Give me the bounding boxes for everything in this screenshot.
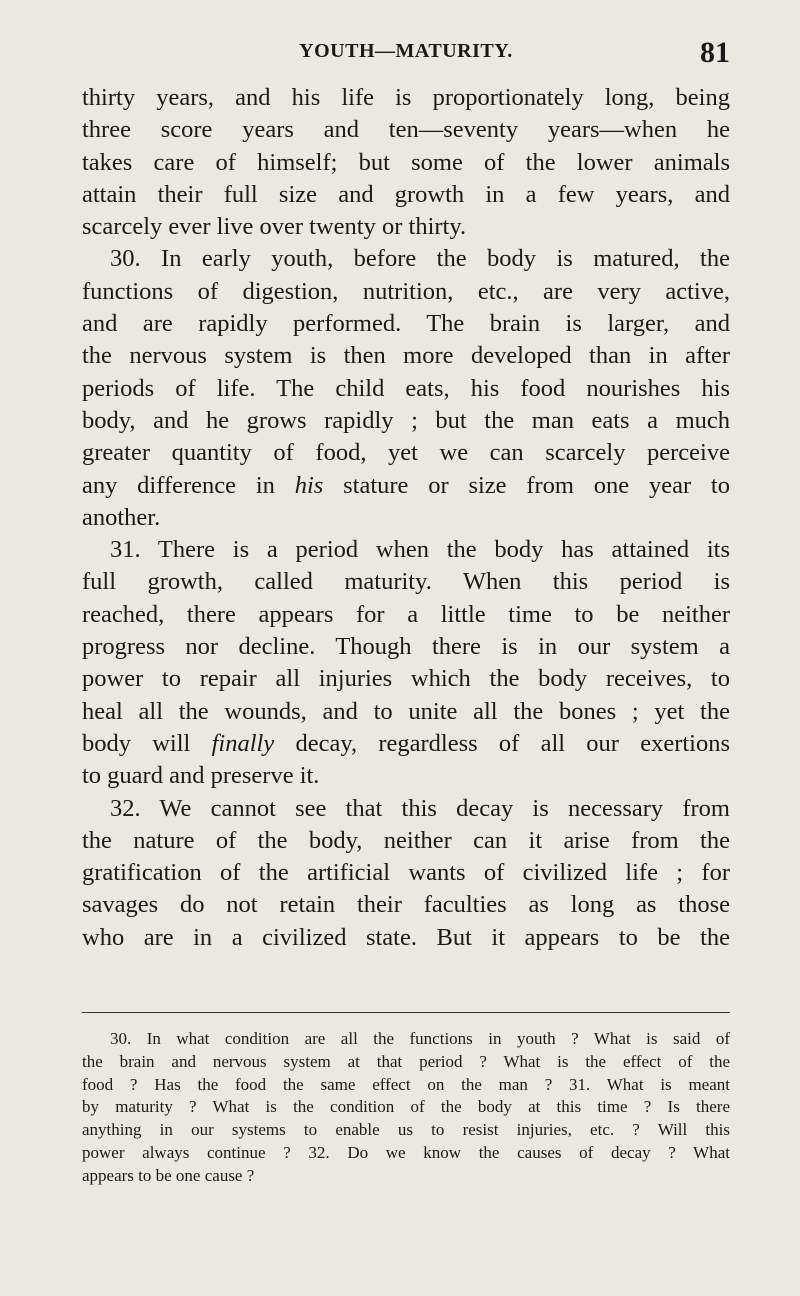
footnote-line: 30. In what condition are all the functions in youth ? What is said of xyxy=(110,1029,730,1048)
footnote-line: by maturity ? What is the condition of the body at this time ? Is there xyxy=(82,1097,730,1117)
body-line-part: stature or size from one year to xyxy=(343,471,730,499)
body-line xyxy=(82,728,730,760)
body-line: who are in a civilized state. But it appears to be the xyxy=(82,923,730,951)
paragraph-31-start: 31. There is a period when the body has attained its xyxy=(110,536,730,564)
body-line: savages do not retain their faculties as long as those xyxy=(82,891,730,919)
page-number: 81 xyxy=(700,36,730,69)
body-line: three score years and ten—seventy years—when he xyxy=(82,116,730,144)
body-line: periods of life. The child eats, his food nourishes his xyxy=(82,374,730,402)
body-line: greater quantity of food, yet we can scarcely perceive xyxy=(82,439,730,467)
footnote-line: power always continue ? 32. Do we know the causes of decay ? What xyxy=(82,1142,730,1162)
body-line: body, and he grows rapidly ; but the man eats a much xyxy=(82,406,730,434)
emphasis-his: his xyxy=(294,471,324,499)
body-line-part: any difference in xyxy=(82,471,275,499)
body-line: functions of digestion, nutrition, etc., are very active, xyxy=(82,277,730,305)
body-line xyxy=(82,470,730,502)
body-line: takes care of himself; but some of the lower animals xyxy=(82,148,730,176)
footnote-line: the brain and nervous system at that period ? What is the effect of the xyxy=(82,1051,730,1071)
body-line: power to repair all injuries which the body receives, to xyxy=(82,665,730,693)
footnote-line: appears to be one cause ? xyxy=(82,1165,255,1185)
running-head: YOUTH—MATURITY. xyxy=(299,40,513,62)
body-line: the nervous system is then more developed than in after xyxy=(82,342,730,370)
body-line: progress nor decline. Though there is in our system a xyxy=(82,633,730,661)
paragraph-30-start: 30. In early youth, before the body is matured, the xyxy=(110,245,730,273)
body-line: heal all the wounds, and to unite all the bones ; yet the xyxy=(82,697,730,725)
page-header xyxy=(82,38,730,68)
body-line-part: body will xyxy=(82,729,191,757)
footnote-divider xyxy=(82,1012,730,1013)
body-line: full growth, called maturity. When this period is xyxy=(82,568,730,596)
body-line: another. xyxy=(82,503,161,531)
body-line: thirty years, and his life is proportionately long, being xyxy=(82,84,730,111)
footnote-line: anything in our systems to enable us to resist injuries, etc. ? Will this xyxy=(82,1120,730,1140)
body-line: the nature of the body, neither can it arise from the xyxy=(82,826,730,854)
paragraph-32-start: 32. We cannot see that this decay is necessary from xyxy=(110,794,730,822)
footnote-questions xyxy=(82,1028,730,1188)
body-line: to guard and preserve it. xyxy=(82,762,320,790)
footnote-line: food ? Has the food the same effect on the man ? 31. What is meant xyxy=(82,1074,730,1094)
body-line: attain their full size and growth in a few years, and xyxy=(82,180,730,208)
emphasis-finally: finally xyxy=(211,729,275,757)
body-line: scarcely ever live over twenty or thirty. xyxy=(82,213,467,241)
body-text xyxy=(82,82,730,954)
body-line-part: decay, regardless of all our exertions xyxy=(295,729,731,757)
body-line: gratification of the artificial wants of civilized life ; for xyxy=(82,859,730,887)
body-line: reached, there appears for a little time to be neither xyxy=(82,600,730,628)
body-line: and are rapidly performed. The brain is larger, and xyxy=(82,310,730,338)
